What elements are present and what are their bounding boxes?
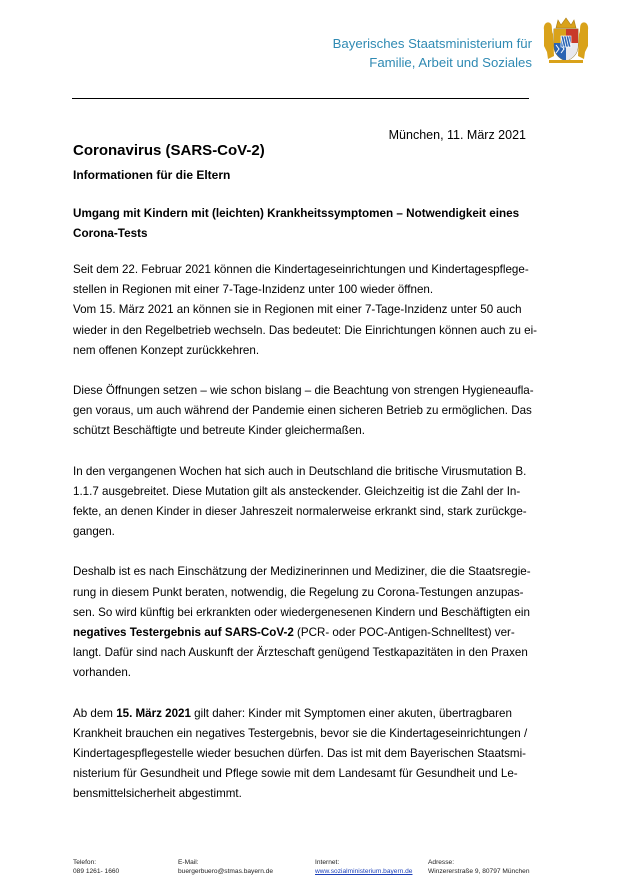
- heading-line: Umgang mit Kindern mit (leichten) Krankheitssymptomen – Notwendigkeit eines: [73, 207, 520, 220]
- header-divider: [72, 98, 529, 99]
- footer-email: [178, 858, 273, 876]
- text-line: nem offenen Konzept zurückkehren.: [73, 343, 260, 357]
- text-line: Diese Öffnungen setzen – wie schon bislang – die Beachtung von strengen Hygieneaufla-: [73, 384, 534, 398]
- text-line: langt. Dafür sind nach Auskunft der Ärzteschaft genügend Testkapazitäten in den Praxen: [73, 646, 528, 660]
- text-fragment: Ab dem: [73, 706, 117, 720]
- footer-address-value: Winzererstraße 9, 80797 München: [428, 868, 530, 875]
- document-subtitle: Informationen für die Eltern: [73, 168, 231, 182]
- footer-address: [428, 858, 530, 876]
- text-line: gangen.: [73, 525, 115, 539]
- body-text: [73, 260, 538, 825]
- footer-address-label: Adresse:: [428, 859, 455, 866]
- text-line: In den vergangenen Wochen hat sich auch in Deutschland die britische Virusmutation B.: [73, 464, 527, 478]
- document-title: Coronavirus (SARS-CoV-2): [73, 142, 265, 159]
- text-line: schützt Beschäftigte und betreute Kinder gleichermaßen.: [73, 424, 365, 438]
- text-line: Seit dem 22. Februar 2021 können die Kindertageseinrichtungen und Kindertagespflege-: [73, 263, 529, 276]
- bavarian-coat-of-arms-icon: [541, 16, 591, 66]
- text-line: vorhanden.: [73, 666, 132, 680]
- text-line: bensmittelsicherheit abgestimmt.: [73, 787, 242, 801]
- footer-web-label: Internet:: [315, 859, 340, 866]
- text-line: [73, 623, 529, 643]
- paragraph-2: [73, 381, 534, 442]
- ministry-line-1: Bayerisches Staatsministerium für: [332, 36, 532, 51]
- text-line: nisterium für Gesundheit und Pflege sowie mit dem Landesamt für Gesundheit und Le-: [73, 767, 518, 781]
- text-line: Kindertagespflegestelle wieder besuchen dürfen. Das ist mit dem Bayerischen Staatsmi-: [73, 747, 527, 761]
- ministry-name: [300, 34, 532, 72]
- footer-phone-label: Telefon:: [73, 859, 97, 866]
- text-line: gen voraus, um auch während der Pandemie einen sicheren Betrieb zu ermöglichen. Das: [73, 404, 532, 418]
- text-fragment: gilt daher: Kinder mit Symptomen einer akuten, übertragbaren: [190, 706, 512, 720]
- text-fragment: (PCR- oder POC-Antigen-Schnelltest) ver-: [293, 626, 515, 640]
- bold-date: 15. März 2021: [116, 706, 191, 720]
- text-line: sen. So wird künftig bei erkrankten oder wiedergenesenen Kindern und Beschäftigten ein: [73, 605, 530, 619]
- page-footer: [0, 858, 630, 882]
- footer-phone: [73, 858, 119, 876]
- paragraph-5: [73, 704, 529, 805]
- text-line: 1.1.7 ausgebreitet. Diese Mutation gilt als ansteckender. Gleichzeitig ist die Zahl der In-: [73, 484, 521, 498]
- paragraph-4: [73, 562, 529, 683]
- text-line: rung in diesem Punkt beraten, notwendig, die Regelung zu Corona-Testungen anzupas-: [73, 585, 524, 599]
- text-line: [73, 704, 529, 724]
- text-line: fekte, an denen Kinder in dieser Jahreszeit normalerweise erkrankt sind, stark zurückge-: [73, 505, 527, 519]
- date-line: München, 11. März 2021: [388, 128, 526, 142]
- footer-email-label: E-Mail:: [178, 859, 199, 866]
- paragraph-1: [73, 260, 538, 361]
- text-line: wieder in den Regelbetrieb wechseln. Das bedeutet: Die Einrichtungen können auch zu ei-: [73, 323, 538, 337]
- heading-line: Corona-Tests: [73, 227, 148, 240]
- text-line: Vom 15. März 2021 an können sie in Regionen mit einer 7-Tage-Inzidenz unter 50 auch: [73, 303, 522, 317]
- text-line: Deshalb ist es nach Einschätzung der Medizinerinnen und Mediziner, die die Staatsregie-: [73, 565, 531, 579]
- section-heading: [73, 204, 533, 244]
- footer-phone-value: 089 1261- 1660: [73, 868, 120, 875]
- paragraph-3: [73, 462, 529, 543]
- text-line: Krankheit brauchen ein negatives Testergebnis, bevor sie die Kindertageseinrichtungen /: [73, 726, 528, 740]
- footer-web: [315, 858, 412, 876]
- bold-phrase: negatives Testergebnis auf SARS-CoV-2: [73, 626, 294, 640]
- text-line: stellen in Regionen mit einer 7-Tage-Inzidenz unter 100 wieder öffnen.: [73, 283, 434, 297]
- footer-web-link[interactable]: www.sozialministerium.bayern.de: [315, 868, 413, 875]
- ministry-line-2: Familie, Arbeit und Soziales: [369, 55, 532, 70]
- footer-email-value[interactable]: buergerbuero@stmas.bayern.de: [178, 868, 274, 875]
